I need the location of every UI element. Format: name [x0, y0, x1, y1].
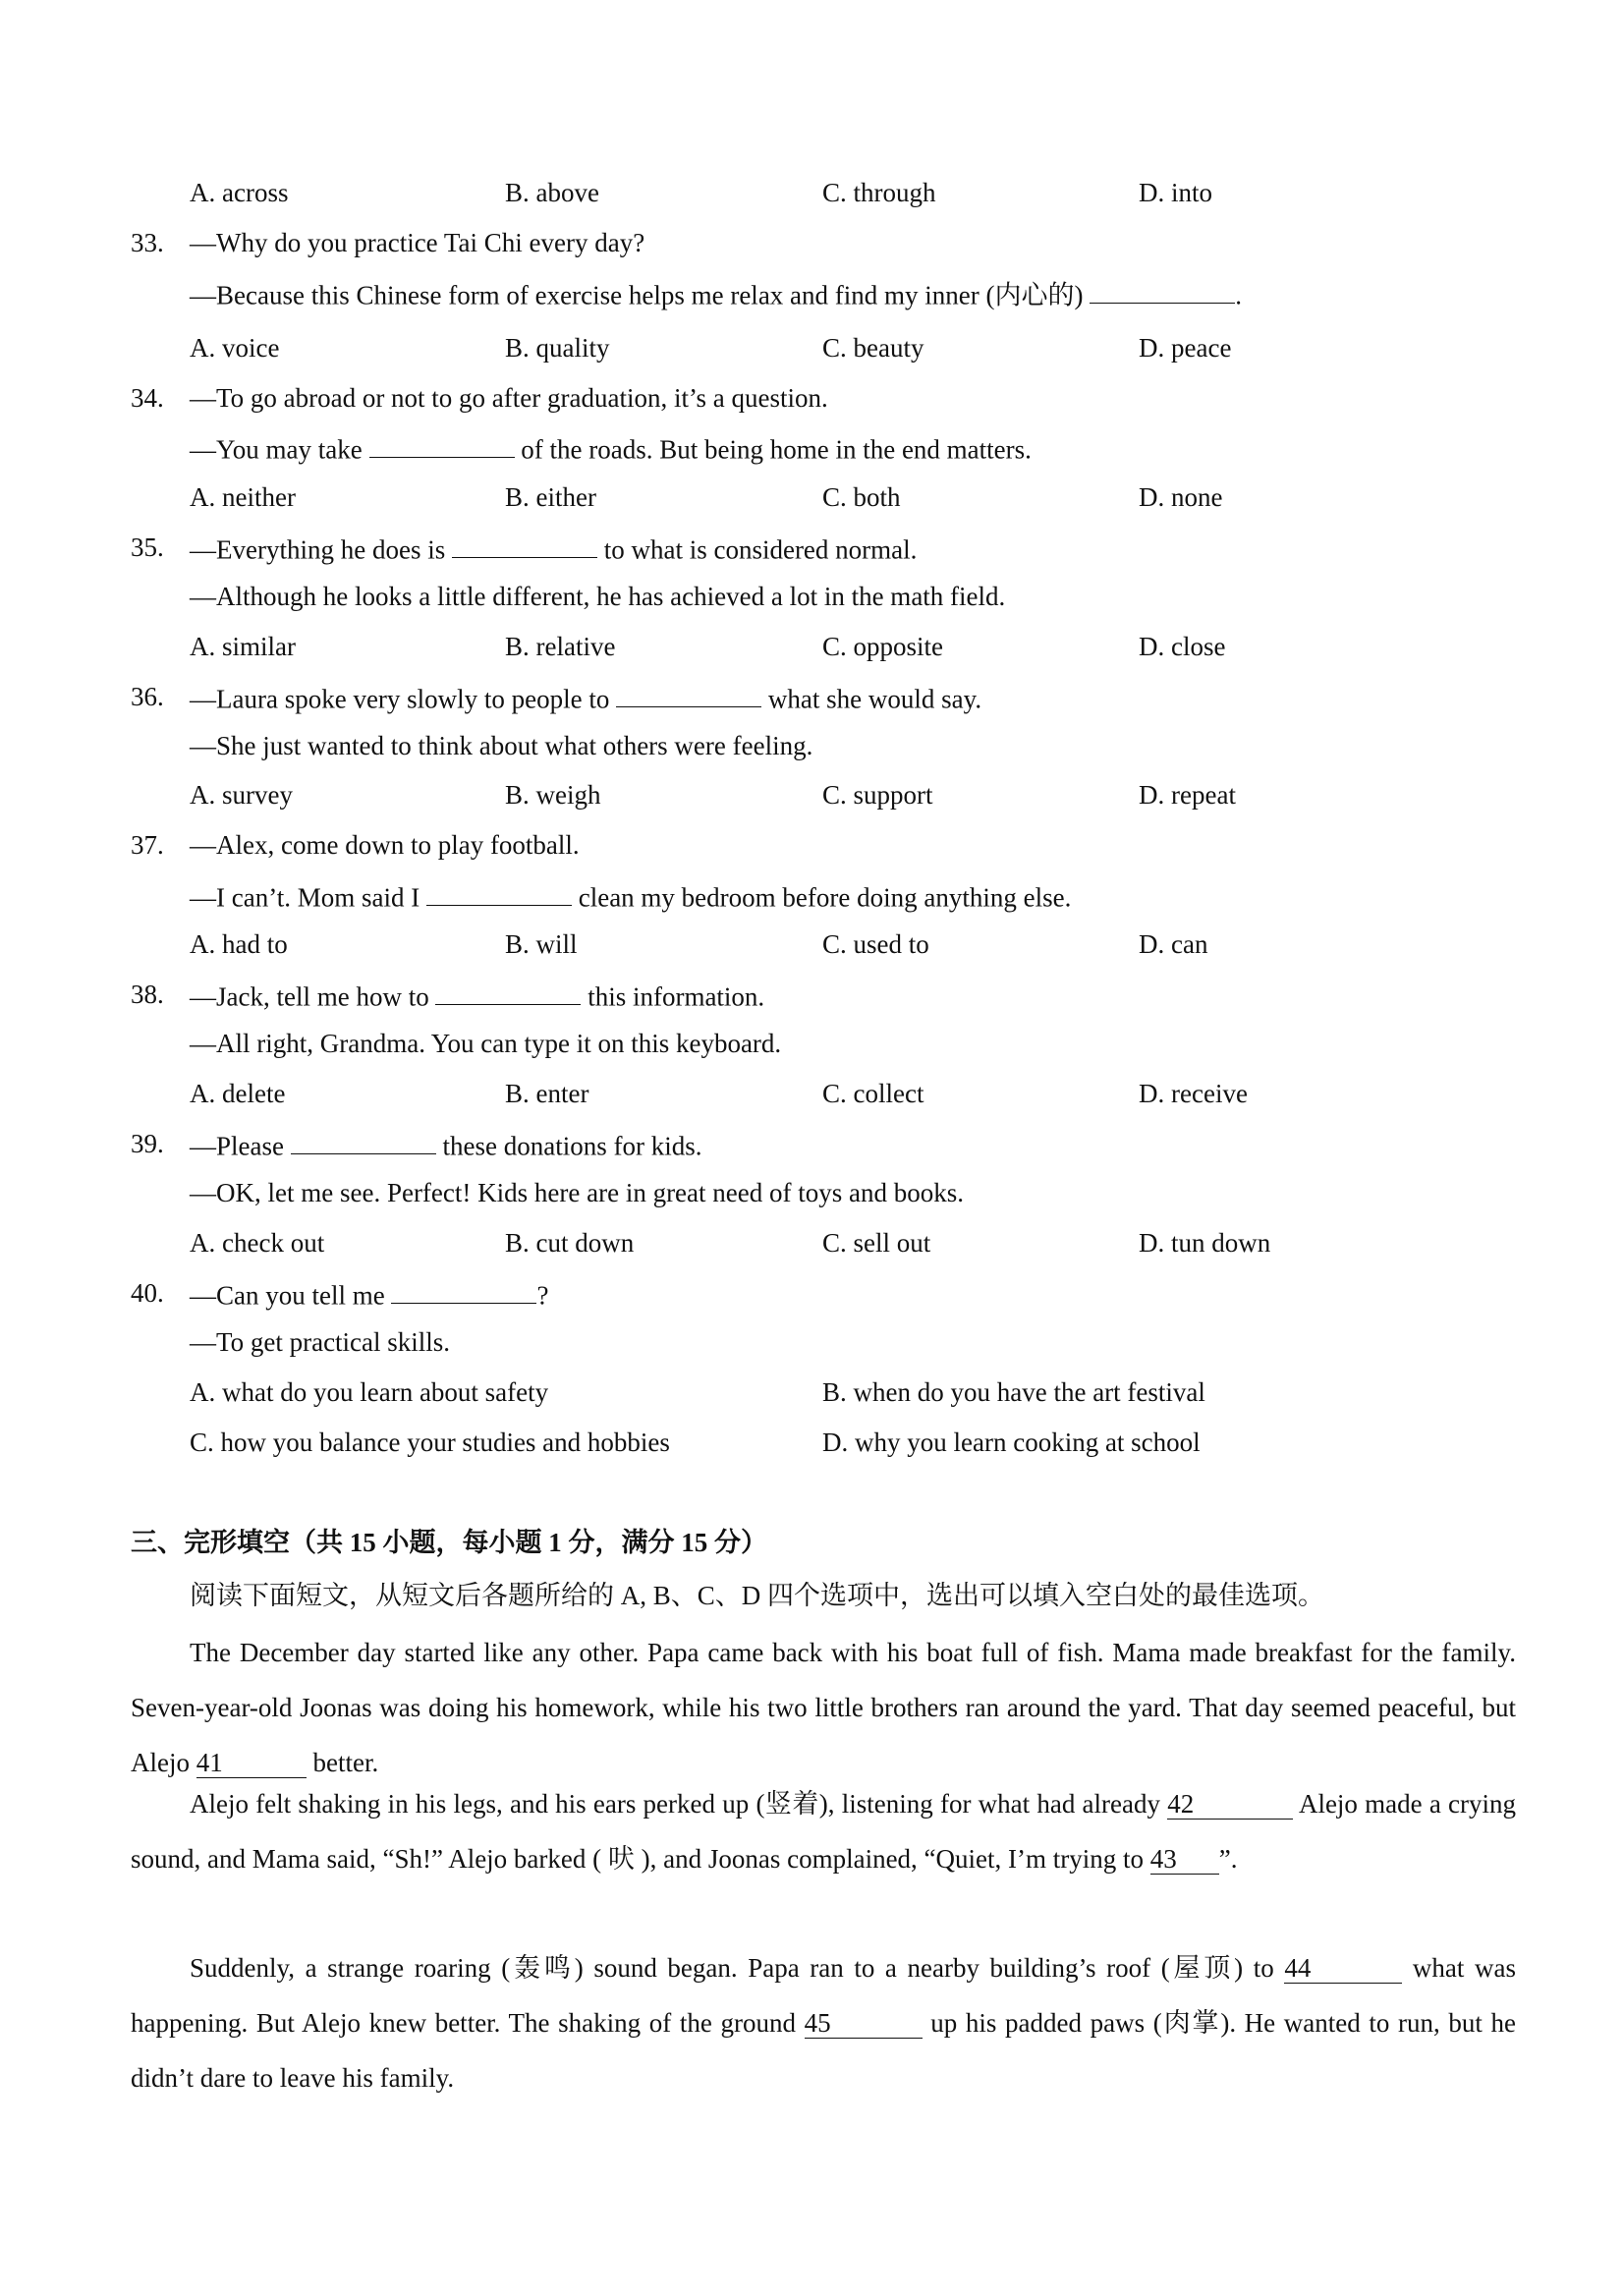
dialogue-line-1	[190, 679, 981, 716]
question-number: 35.	[131, 532, 164, 562]
option-d: D. repeat	[1139, 780, 1236, 810]
text-after-blank: .	[1235, 280, 1242, 310]
text-before-blank: —Because this Chinese form of exercise helps me relax and find my inner (内心的)	[190, 280, 1091, 310]
text-before-blank: —Jack, tell me how to	[190, 981, 436, 1012]
option-b: B. will	[505, 929, 578, 959]
option-a: A. had to	[190, 929, 288, 959]
option-a: A. delete	[190, 1079, 286, 1108]
paragraph-text: what was happening. But Alejo knew better. The shaking of the ground	[131, 1953, 1516, 2038]
text-before-blank: —Please	[190, 1131, 291, 1161]
text-after-blank: this information.	[581, 981, 765, 1012]
option-d: D. why you learn cooking at school	[822, 1428, 1201, 1457]
answer-blank	[435, 977, 581, 1005]
q32-option-b: B. above	[505, 178, 599, 207]
dialogue-line-2	[190, 429, 1032, 467]
question-number: 34.	[131, 383, 164, 413]
paragraph-text: better.	[306, 1748, 379, 1777]
dialogue-line-1	[190, 530, 917, 567]
option-c: C. collect	[822, 1079, 924, 1108]
text-after-blank: what she would say.	[761, 684, 982, 714]
option-d: D. none	[1139, 482, 1223, 512]
answer-blank	[616, 679, 761, 707]
text-before-blank: —I can’t. Mom said I	[190, 882, 426, 913]
answer-blank	[391, 1275, 536, 1304]
blank-44: 44	[1284, 1953, 1402, 1984]
question-number: 38.	[131, 980, 164, 1009]
text-before-blank: —Everything he does is	[190, 534, 452, 565]
option-a: A. neither	[190, 482, 296, 512]
question-number: 33.	[131, 228, 164, 257]
blank-45: 45	[805, 2008, 923, 2039]
q32-option-a: A. across	[190, 178, 289, 207]
answer-blank	[291, 1126, 436, 1154]
dialogue-line-2	[190, 275, 1242, 312]
paragraph-text: up his padded paws (肉掌). He wanted to run, but he didn’t dare to leave his family.	[131, 2008, 1516, 2093]
paragraph-text: ”.	[1218, 1844, 1238, 1874]
section-title: 三、完形填空（共 15 小题，每小题 1 分，满分 15 分）	[131, 1528, 767, 1557]
option-b: B. cut down	[505, 1228, 635, 1258]
option-b: B. enter	[505, 1079, 589, 1108]
blank-41: 41	[196, 1748, 307, 1778]
option-c: C. opposite	[822, 632, 944, 661]
dialogue-line-2: —OK, let me see. Perfect! Kids here are in great need of toys and books.	[190, 1178, 964, 1207]
section-instruction: 阅读下面短文，从短文后各题所给的 A, B、C、D 四个选项中，选出可以填入空白处的最佳选项。	[190, 1581, 1325, 1610]
text-before-blank: —You may take	[190, 434, 369, 465]
text-after-blank: these donations for kids.	[435, 1131, 702, 1161]
text-after-blank: to what is considered normal.	[596, 534, 918, 565]
option-c: C. support	[822, 780, 933, 810]
dialogue-line-1: —Alex, come down to play football.	[190, 830, 580, 860]
dialogue-line-1	[190, 977, 764, 1014]
option-c: C. sell out	[822, 1228, 931, 1258]
passage-paragraph-3	[131, 1940, 1516, 2105]
paragraph-text: Alejo made a crying sound, and Mama said, “Sh!” Alejo barked ( 吠 ), and Joonas complained, “Quiet, I’m trying to	[131, 1789, 1516, 1874]
question-number: 37.	[131, 830, 164, 860]
option-d: D. peace	[1139, 333, 1232, 363]
blank-42: 42	[1167, 1789, 1293, 1820]
paragraph-text: Suddenly, a strange roaring (轰鸣) sound began. Papa ran to a nearby building’s roof (屋顶) to	[190, 1953, 1285, 1983]
q32-option-d: D. into	[1139, 178, 1213, 207]
answer-blank	[426, 877, 572, 906]
question-number: 40.	[131, 1278, 164, 1308]
option-c: C. beauty	[822, 333, 924, 363]
option-c: C. how you balance your studies and hobbies	[190, 1428, 670, 1457]
text-before-blank: —Laura spoke very slowly to people to	[190, 684, 617, 714]
text-after-blank: ?	[536, 1280, 549, 1311]
blank-43: 43	[1150, 1844, 1219, 1875]
option-b: B. relative	[505, 632, 616, 661]
question-number: 36.	[131, 682, 164, 711]
option-c: C. used to	[822, 929, 929, 959]
dialogue-line-1: —To go abroad or not to go after graduation, it’s a question.	[190, 383, 828, 413]
answer-blank	[1090, 275, 1235, 304]
option-a: A. similar	[190, 632, 296, 661]
option-b: B. when do you have the art festival	[822, 1377, 1205, 1407]
option-d: D. receive	[1139, 1079, 1248, 1108]
passage-paragraph-2	[131, 1776, 1516, 1886]
text-after-blank: clean my bedroom before doing anything else.	[571, 882, 1072, 913]
dialogue-line-2	[190, 877, 1071, 915]
option-c: C. both	[822, 482, 901, 512]
option-a: A. what do you learn about safety	[190, 1377, 549, 1407]
dialogue-line-1	[190, 1275, 548, 1313]
option-d: D. tun down	[1139, 1228, 1271, 1258]
option-b: B. quality	[505, 333, 610, 363]
text-after-blank: of the roads. But being home in the end matters.	[514, 434, 1032, 465]
option-b: B. either	[505, 482, 596, 512]
answer-blank	[452, 530, 597, 558]
dialogue-line-2: —She just wanted to think about what others were feeling.	[190, 731, 813, 760]
dialogue-line-1	[190, 1126, 701, 1163]
passage-paragraph-1	[131, 1625, 1516, 1790]
question-number: 39.	[131, 1129, 164, 1158]
dialogue-line-2: —To get practical skills.	[190, 1327, 451, 1357]
option-d: D. close	[1139, 632, 1226, 661]
paragraph-text: Alejo felt shaking in his legs, and his ears perked up (竖着), listening for what had already	[190, 1789, 1168, 1819]
dialogue-line-1: —Why do you practice Tai Chi every day?	[190, 228, 645, 257]
paragraph-text: The December day started like any other. Papa came back with his boat full of fish. Mama made breakfast for the family. Seven-year-old Joonas was doing his homework, while his two little brothers ran around the yard. That day seemed peaceful, but Alejo	[131, 1638, 1516, 1777]
option-b: B. weigh	[505, 780, 601, 810]
option-a: A. check out	[190, 1228, 325, 1258]
text-before-blank: —Can you tell me	[190, 1280, 392, 1311]
answer-blank	[369, 429, 515, 458]
option-a: A. survey	[190, 780, 293, 810]
q32-option-c: C. through	[822, 178, 936, 207]
option-a: A. voice	[190, 333, 280, 363]
option-d: D. can	[1139, 929, 1208, 959]
dialogue-line-2: —Although he looks a little different, he has achieved a lot in the math field.	[190, 582, 1006, 611]
dialogue-line-2: —All right, Grandma. You can type it on this keyboard.	[190, 1029, 782, 1058]
